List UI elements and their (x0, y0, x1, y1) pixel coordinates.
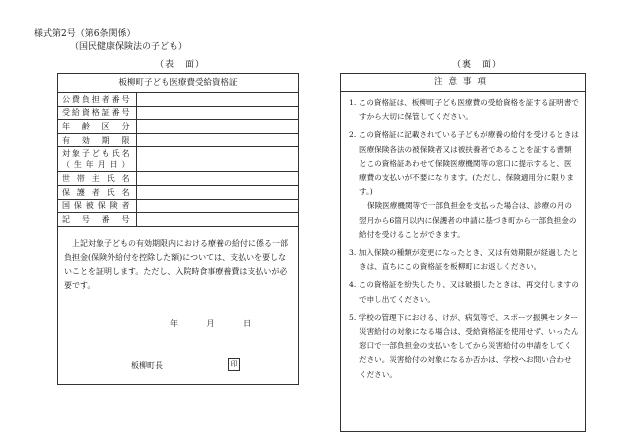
field-label (58, 147, 136, 172)
field-label: 記号番号 (58, 213, 136, 227)
note-item (349, 278, 579, 306)
note-item (349, 96, 579, 124)
certificate-title: 板柳町子ども医療費受給資格証 (58, 74, 298, 93)
front-side-label: （表 面） (155, 60, 206, 70)
field-label: 有効期限 (58, 133, 136, 147)
note-number: 5. (349, 312, 357, 322)
note-item (349, 246, 579, 274)
field-value (136, 147, 298, 172)
field-label: 受給資格証番号 (58, 106, 136, 120)
field-row (58, 199, 298, 213)
form-number: 様式第2号（第6条関係） (34, 29, 136, 39)
back-card (340, 73, 586, 432)
note-text: この資格証に記載されている子どもが療養の給付を受けるときは医療保険各法の被保険者又は被扶養者であることを証する書類とこの資格証あわせて保険医療機関等の窓口に提示すると、医療費の支払いが不要になります。(ただし、保険適用分に限ります。) (358, 130, 579, 197)
field-value (136, 199, 298, 213)
note-text: この資格証を紛失したり、又は破損したときは、再交付しますので申し出てください。 (358, 280, 579, 304)
note-subtext: 保険医療機関等で一部負担金を支払った場合は、診療の月の翌月から6箇月以内に保護者の申請に基づき町から一部負担金の給付を受けることができます。 (359, 201, 577, 239)
note-text: この資格証は、板柳町子ども医療費の受給資格を証する証明書ですから大切に保管してください。 (358, 98, 579, 122)
date-month: 月 (206, 319, 215, 328)
field-label: 年齢区分 (58, 120, 136, 134)
note-text: 加入保険の種類が変更になったとき、又は有効期限が経過したときは、直ちにこの資格証を板柳町にお返しください。 (358, 248, 579, 272)
field-label: 世帯主氏名 (58, 172, 136, 186)
field-row (58, 147, 298, 172)
front-card (57, 73, 299, 385)
note-text: 学校の管理下における、けが、病気等で、スポーツ振興センター災害給付の対象になる場合は、受給資格証を使用せず、いったん窓口で一部負担金の支払いをしてから災害給付の申請をしてください。災害給付の対象になるか否かは、学校へお問い合わせください。 (358, 312, 579, 379)
note-item (349, 128, 579, 242)
field-value (136, 120, 298, 134)
field-label: 保護者氏名 (58, 185, 136, 199)
field-label-line1: 対象子ども氏名 (62, 149, 130, 159)
field-label-line2: （生年月日） (62, 160, 130, 170)
note-number: 4. (349, 280, 357, 290)
notes-title: 注意事項 (341, 74, 585, 92)
back-side-label: （裏 面） (452, 60, 503, 70)
field-row (58, 93, 298, 106)
field-row (58, 133, 298, 147)
field-label: 国保被保険者 (58, 199, 136, 213)
notes-list (341, 92, 585, 382)
field-value (136, 213, 298, 227)
issuer-mayor: 板柳町長 (131, 361, 163, 370)
field-value (136, 106, 298, 120)
certification-statement: 上記対象子どもの有効期限内における療養の給付に係る一部負担金(保険外給付を控除した額)については、支払いを要しないことを証明します。ただし、入院時食事療養費は支払いが必要です。 (64, 238, 288, 290)
date-day: 日 (243, 319, 252, 328)
field-value (136, 93, 298, 106)
certificate-fields-table (58, 93, 298, 227)
field-row (58, 120, 298, 134)
field-value (136, 185, 298, 199)
field-value (136, 172, 298, 186)
note-number: 1. (349, 98, 357, 107)
note-item (349, 311, 579, 382)
field-row (58, 106, 298, 120)
form-subtitle: （国民健康保険法の子ども） (70, 42, 188, 52)
issue-date (170, 318, 277, 329)
date-year: 年 (170, 319, 178, 328)
field-label: 公費負担者番号 (58, 93, 136, 106)
field-value (136, 133, 298, 147)
field-row (58, 185, 298, 199)
note-number: 2. (349, 130, 357, 140)
field-row (58, 172, 298, 186)
note-number: 3. (349, 248, 357, 258)
field-row (58, 213, 298, 227)
seal-stamp: 印 (228, 358, 240, 371)
